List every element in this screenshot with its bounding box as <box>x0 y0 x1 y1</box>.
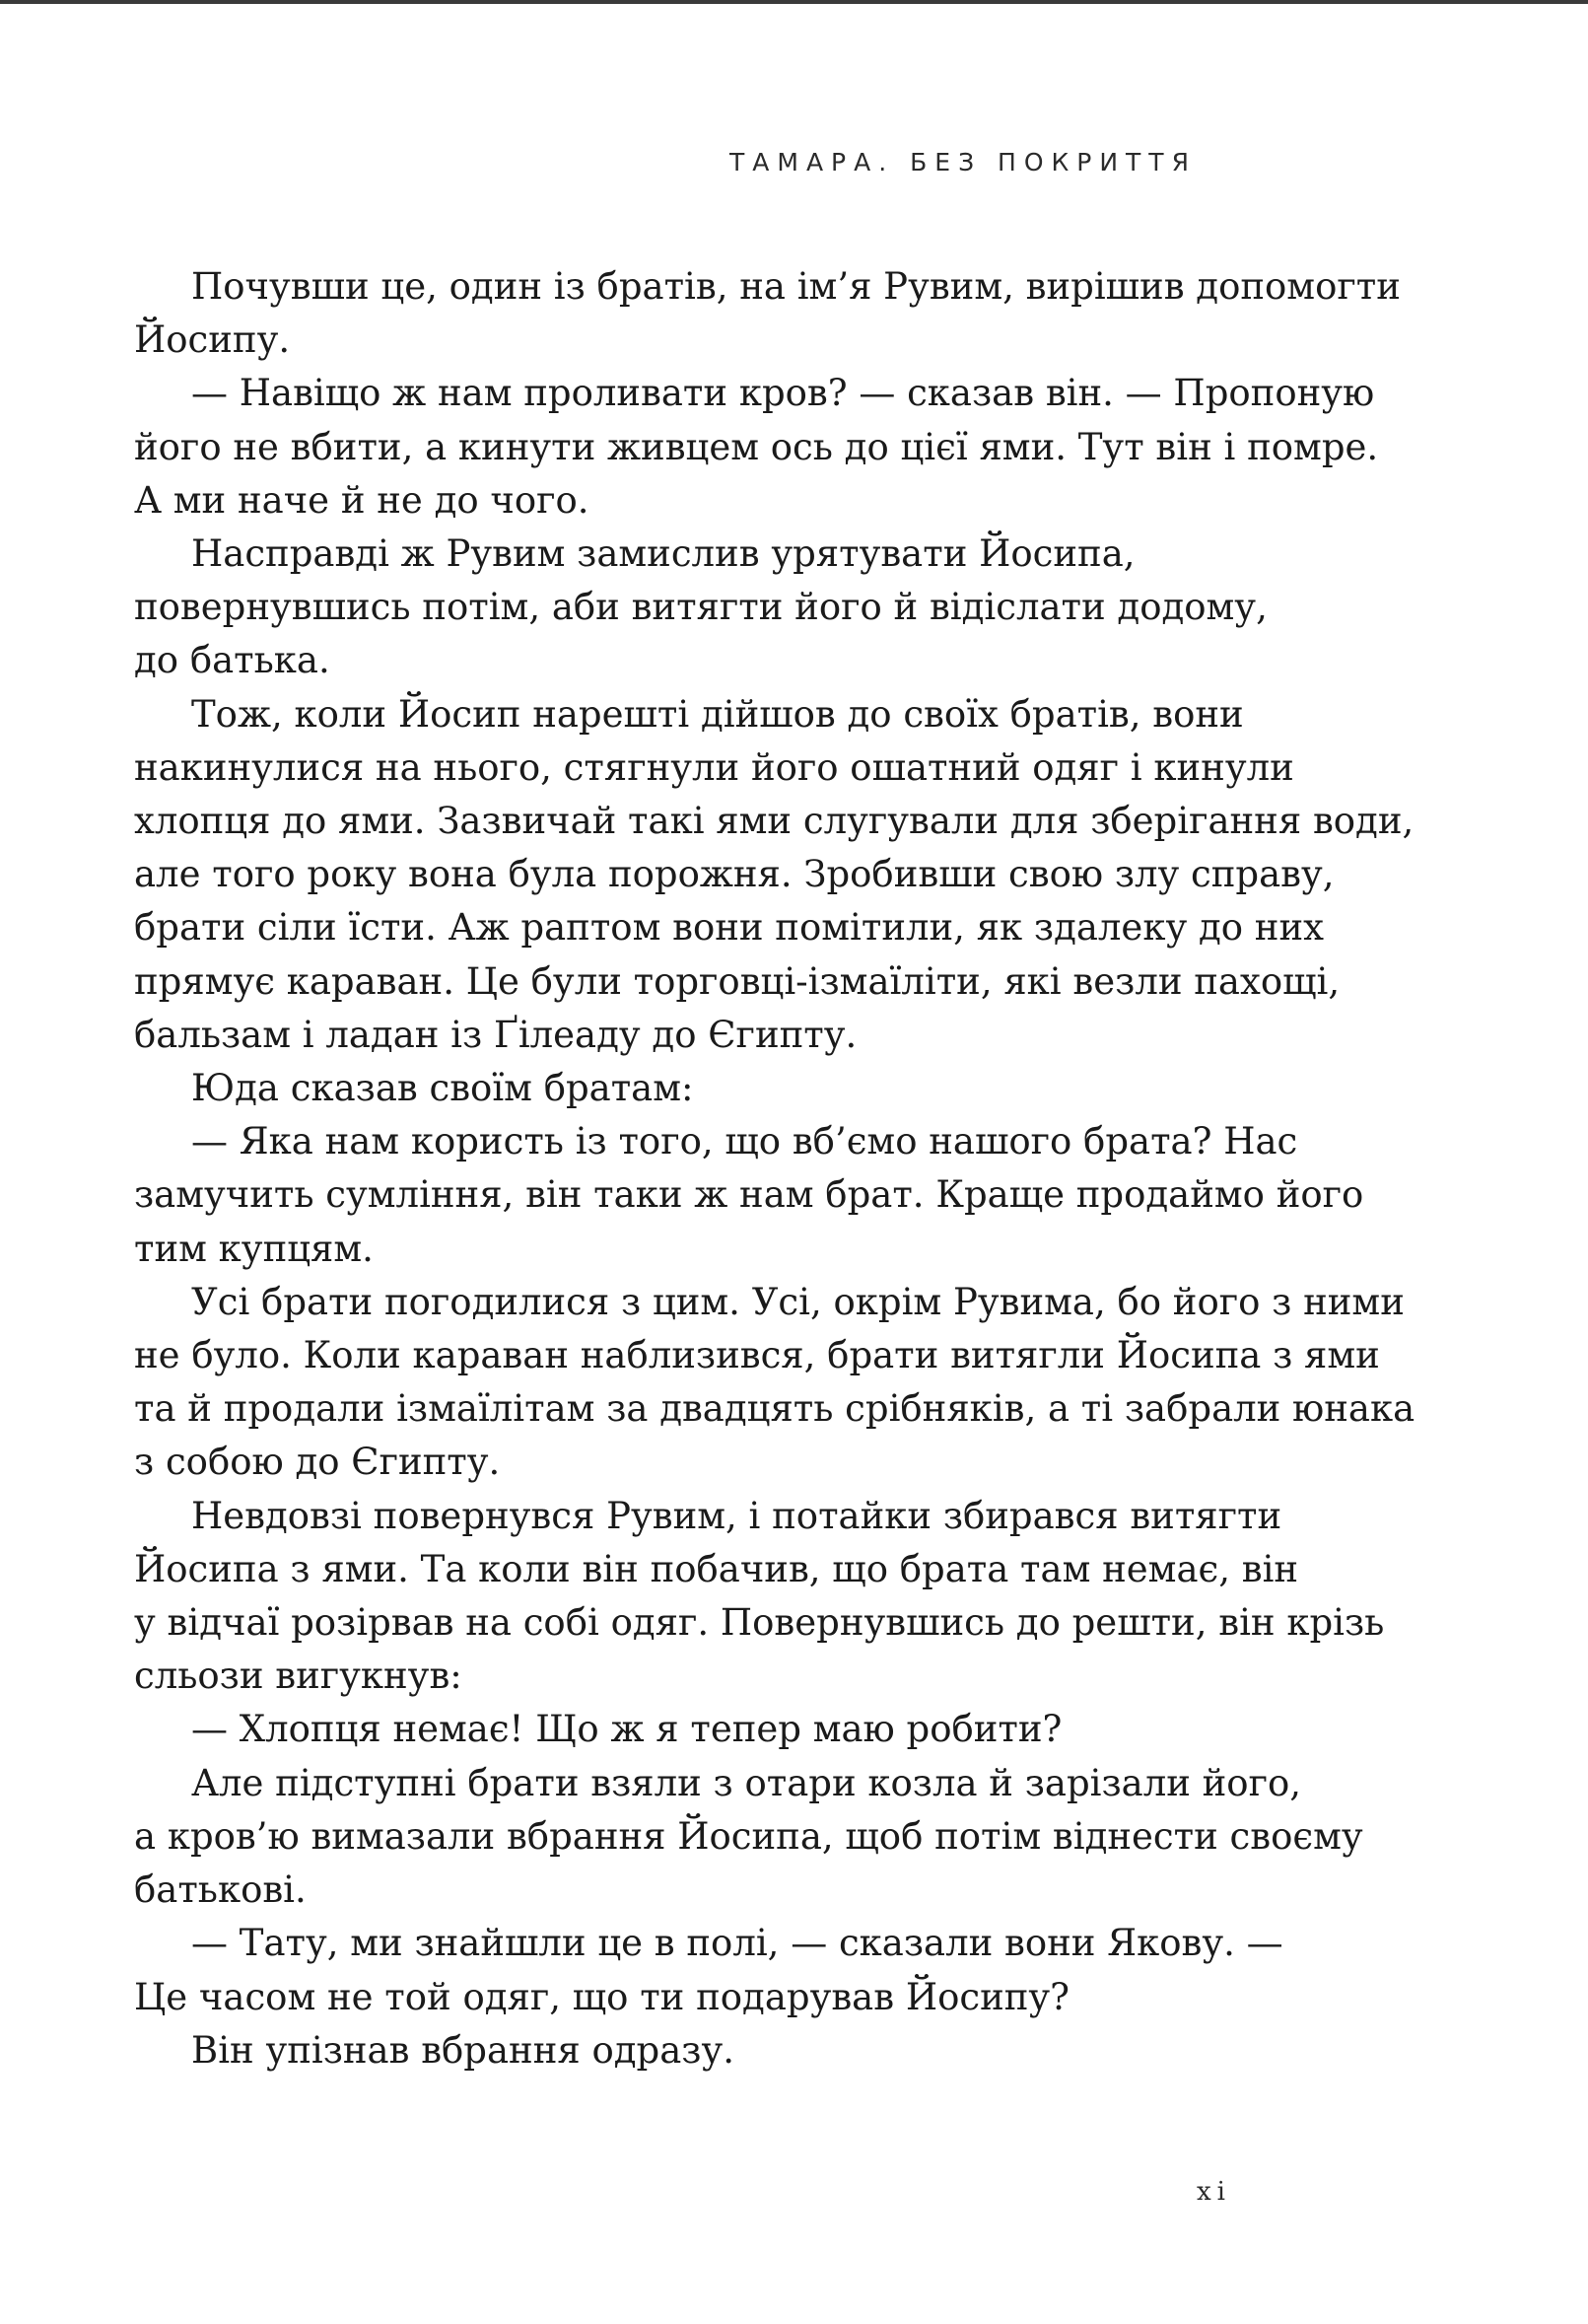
text-line: — Яка нам користь із того, що вб’ємо нашого брата? Нас <box>191 1120 1298 1163</box>
text-line: хлопця до ями. Зазвичай такі ями слугували для зберігання води, <box>134 800 1415 843</box>
paragraph <box>134 367 1379 528</box>
paragraph <box>134 1062 1376 1115</box>
text-line: з собою до Єгипту. <box>134 1441 501 1484</box>
text-line: не було. Коли караван наблизився, брати витягли Йосипа з ями <box>134 1334 1380 1377</box>
text-line: батькові. <box>134 1868 307 1912</box>
text-line: — Хлопця немає! Що ж я тепер маю робити? <box>191 1708 1063 1751</box>
text-line: сльози вигукнув: <box>134 1655 462 1698</box>
text-line: бальзам і ладан із Ґілеаду до Єгипту. <box>134 1013 858 1056</box>
text-line: до батька. <box>134 639 330 682</box>
paragraph <box>134 1757 1376 1918</box>
text-line: у відчаї розірвав на собі одяг. Повернувшись до решти, він крізь <box>134 1601 1385 1645</box>
paragraph <box>134 528 1376 688</box>
paragraph <box>134 1490 1385 1704</box>
text-line: та й продали ізмаїлітам за двадцять срібняків, а ті забрали юнака <box>134 1387 1415 1431</box>
text-line: Це часом не той одяг, що ти подарував Йосипу? <box>134 1975 1070 2018</box>
paragraph <box>134 1115 1376 1276</box>
text-line: брати сіли їсти. Аж раптом вони помітили, як здалеку до них <box>134 906 1324 950</box>
text-line: Насправді ж Рувим замислив урятувати Йосипа, <box>191 532 1136 576</box>
text-line: Йосипу. <box>134 318 291 362</box>
paragraph <box>134 2024 1376 2078</box>
text-line: — Тату, ми знайшли це в полі, — сказали вони Якову. — <box>191 1922 1283 1965</box>
text-line: Невдовзі повернувся Рувим, і потайки збирався витягти <box>191 1494 1282 1537</box>
text-line: — Навіщо ж нам проливати кров? — сказав він. — Пропоную <box>191 372 1375 415</box>
text-line: але того року вона була порожня. Зробивши свою злу справу, <box>134 853 1335 896</box>
page-number: xi <box>1197 2177 1231 2207</box>
paragraph <box>134 1703 1376 1756</box>
text-line: повернувшись потім, аби витягти його й відіслати додому, <box>134 586 1268 629</box>
paragraph <box>134 1276 1415 1490</box>
text-line: Почувши це, один із братів, на ім’я Рувим, вирішив допомогти <box>191 265 1401 308</box>
body-text <box>134 260 1415 2078</box>
text-line: а кров’ю вимазали вбрання Йосипа, щоб потім віднести своєму <box>134 1814 1363 1858</box>
text-line: прямує караван. Це були торговці-ізмаїліти, які везли пахощі, <box>134 959 1341 1003</box>
page-top-edge <box>0 0 1588 4</box>
text-line: накинулися на нього, стягнули його ошатний одяг і кинули <box>134 745 1294 789</box>
text-line: Але підступні брати взяли з отари козла й зарізали його, <box>191 1761 1301 1804</box>
text-line: Йосипа з ями. Та коли він побачив, що брата там немає, він <box>134 1547 1299 1590</box>
paragraph <box>134 1917 1376 2023</box>
text-line: А ми наче й не до чого. <box>134 478 589 522</box>
text-line: замучить сумління, він таки ж нам брат. Краще продаймо його <box>134 1173 1364 1217</box>
text-line: тим купцям. <box>134 1227 374 1270</box>
paragraph <box>134 688 1415 1062</box>
text-line: Він упізнав вбрання одразу. <box>191 2028 734 2072</box>
paragraph <box>134 260 1401 367</box>
text-line: Усі брати погодилися з цим. Усі, окрім Рувима, бо його з ними <box>191 1280 1405 1323</box>
text-line: його не вбити, а кинути живцем ось до цієї ями. Тут він і помре. <box>134 425 1379 468</box>
running-header-title: ТАМАРА. БЕЗ ПОКРИТТЯ <box>729 148 1197 176</box>
text-line: Тож, коли Йосип нарешті дійшов до своїх братів, вони <box>191 692 1244 736</box>
text-line: Юда сказав своїм братам: <box>191 1067 694 1110</box>
